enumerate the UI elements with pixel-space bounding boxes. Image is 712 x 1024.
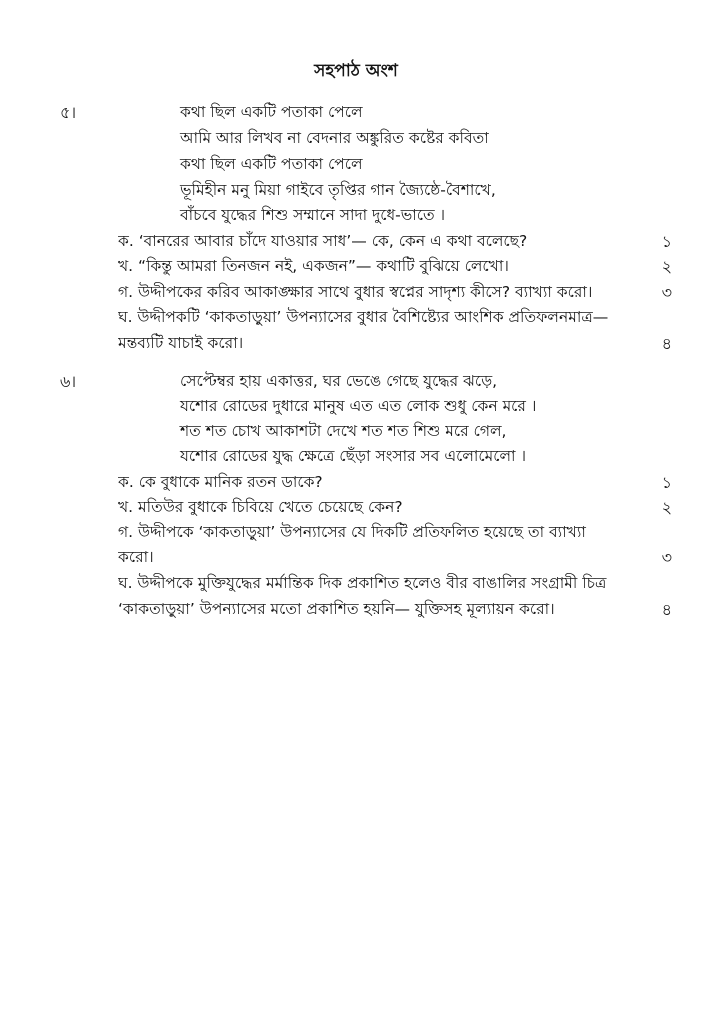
q5-mark-ga: ৩ (661, 283, 672, 302)
q5-poem-line-1: কথা ছিল একটি পতাকা পেলে (180, 103, 363, 121)
question-6-number: ৬। (60, 372, 77, 391)
q6-poem-line-4: যশোর রোডের যুদ্ধ ক্ষেত্রে ছেঁড়া সংসার সব এলোমেলো । (180, 447, 526, 465)
q5-sub-ka: ক. ‘বানরের আবার চাঁদে যাওয়ার সাধ’— কে, কেন এ কথা বলেছে? (118, 232, 528, 250)
q5-sub-gha-line-1: ঘ. উদ্দীপকটি ‘কাকতাড়ুয়া’ উপন্যাসের বুধার বৈশিষ্ট্যের আংশিক প্রতিফলনমাত্র— (118, 308, 609, 326)
q6-sub-gha-line-1: ঘ. উদ্দীপকে মুক্তিযুদ্ধের মর্মান্তিক দিক প্রকাশিত হলেও বীর বাঙালির সংগ্রামী চিত্র (118, 574, 607, 592)
q5-mark-ka: ১ (661, 232, 672, 251)
q5-sub-kha: খ. “কিন্তু আমরা তিনজন নই, একজন”— কথাটি বুঝিয়ে লেখো। (118, 257, 509, 275)
q5-poem-line-4: ভূমিহীন মনু মিয়া গাইবে তৃপ্তির গান জ্যৈষ্ঠে-বৈশাখে, (180, 181, 496, 199)
q6-sub-ga-line-1: গ. উদ্দীপকে ‘কাকতাড়ুয়া’ উপন্যাসের যে দিকটি প্রতিফলিত হয়েছে তা ব্যাখ্যা (118, 523, 586, 541)
q5-mark-kha: ২ (661, 257, 672, 276)
question-5-number: ৫। (60, 103, 77, 122)
q5-sub-ga: গ. উদ্দীপকের করিব আকাঙ্ক্ষার সাথে বুধার স্বপ্নের সাদৃশ্য কীসে? ব্যাখ্যা করো। (118, 283, 593, 301)
q6-poem-line-2: যশোর রোডের দুধারে মানুষ এত এত লোক শুধু কেন মরে । (180, 397, 537, 415)
q6-poem-line-3: শত শত চোখ আকাশটা দেখে শত শত শিশু মরে গেল, (180, 422, 507, 440)
q6-sub-kha: খ. মতিউর বুধাকে চিবিয়ে খেতে চেয়েছে কেন? (118, 498, 403, 516)
q6-sub-gha-line-2: ‘কাকতাড়ুয়া’ উপন্যাসের মতো প্রকাশিত হয়নি— যুক্তিসহ মূল্যায়ন করো। (118, 600, 555, 618)
q5-poem-line-3: কথা ছিল একটি পতাকা পেলে (180, 155, 363, 173)
q5-mark-gha: ৪ (661, 334, 672, 353)
q5-poem-line-2: আমি আর লিখব না বেদনার অঙ্কুরিত কষ্টের কবিতা (180, 129, 489, 147)
q5-sub-gha-line-2: মন্তব্যটি যাচাই করো। (118, 334, 244, 352)
q6-mark-ka: ১ (661, 473, 672, 492)
q6-sub-ga-line-2: করো। (118, 548, 154, 566)
q6-mark-kha: ২ (661, 498, 672, 517)
q6-sub-ka: ক. কে বুধাকে মানিক রতন ডাকে? (118, 473, 323, 491)
q6-poem-line-1: সেপ্টেম্বর হায় একাত্তর, ঘর ভেঙে গেছে যুদ্ধের ঝড়ে, (180, 372, 498, 390)
q6-mark-gha: ৪ (661, 600, 672, 619)
q5-poem-line-5: বাঁচবে যুদ্ধের শিশু সম্মানে সাদা দুধে-ভাতে । (180, 206, 446, 224)
page-title: সহপাঠ অংশ (314, 61, 398, 81)
q6-mark-ga: ৩ (661, 548, 672, 567)
